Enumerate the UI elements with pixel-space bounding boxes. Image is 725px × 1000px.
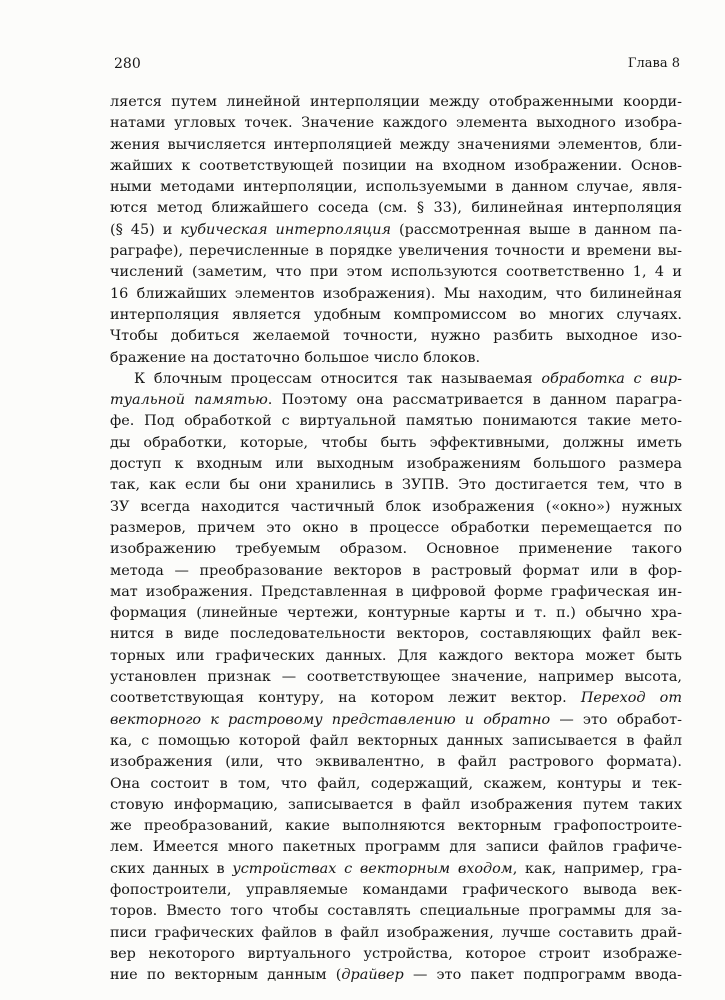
text-run: формация (линейные чертежи, контурные карты и т. п.) обычно хра- xyxy=(110,605,682,622)
text-run: торов. Вместо того чтобы составлять специальные программы для за- xyxy=(110,903,682,920)
text-run: ются метод ближайшего соседа (см. § 33), билинейная интерполяция xyxy=(110,200,682,217)
text-line xyxy=(110,795,682,816)
text-line xyxy=(110,433,682,454)
text-line xyxy=(110,241,682,262)
text-run: ЗУ всегда находится частичный блок изображения («окно») нужных xyxy=(110,498,682,515)
text-run: числений (заметим, что при этом используются соответственно 1, 4 и xyxy=(110,264,682,281)
emphasized-term: векторного к растровому представлению и обратно xyxy=(110,711,551,728)
text-run: ляется путем линейной интерполяции между отображенными коорди- xyxy=(110,94,682,110)
text-run: ских данных в xyxy=(110,860,233,877)
text-run: мат изображения. Представленная в цифровой форме графическая ин- xyxy=(110,583,682,600)
emphasized-term: Переход от xyxy=(580,690,682,707)
text-line xyxy=(110,965,682,986)
text-line xyxy=(110,369,682,390)
text-run: лем. Имеется много пакетных программ для записи файлов графиче- xyxy=(110,839,682,856)
text-line xyxy=(110,348,682,369)
text-line xyxy=(110,646,682,667)
text-run: установлен признак — соответствующее значение, например высота, xyxy=(110,669,682,686)
page-header xyxy=(114,56,680,78)
text-line xyxy=(110,710,682,731)
text-line xyxy=(110,475,682,496)
text-line xyxy=(110,688,682,709)
text-run: соответствующая контуру, на котором лежит вектор. xyxy=(110,690,581,707)
text-run: — это обработ- xyxy=(550,711,682,728)
text-line xyxy=(110,411,682,432)
text-line xyxy=(110,603,682,624)
text-line xyxy=(110,135,682,156)
text-run: так, как если бы они хранились в ЗУПВ. Это достигается тем, что в xyxy=(110,477,682,494)
text-run: ными методами интерполяции, используемыми в данном случае, явля- xyxy=(110,179,682,196)
text-line xyxy=(110,518,682,539)
emphasized-term: кубическая интерполяция xyxy=(180,221,392,238)
text-line xyxy=(110,220,682,241)
text-run: доступ к входным или выходным изображениям большого размера xyxy=(110,456,682,473)
text-line xyxy=(110,923,682,944)
text-run: . Поэтому она рассматривается в данном парагра- xyxy=(267,392,682,409)
text-run: ние по векторным данным ( xyxy=(110,967,342,984)
text-run: метода — преобразование векторов в растровый формат или в фор- xyxy=(110,562,682,579)
text-line xyxy=(110,667,682,688)
text-line xyxy=(110,326,682,347)
text-line xyxy=(110,539,682,560)
text-line xyxy=(110,752,682,773)
text-run: 16 ближайших элементов изображения). Мы находим, что билинейная xyxy=(110,285,682,302)
text-run: размеров, причем это окно в процессе обработки перемещается по xyxy=(110,519,682,536)
chapter-label: Глава 8 xyxy=(627,56,680,71)
text-run: раграфе), перечисленные в порядке увеличения точности и времени вы- xyxy=(110,243,682,260)
text-line xyxy=(110,582,682,603)
text-run: Она состоит в том, что файл, содержащий, скажем, контуры и тек- xyxy=(110,775,682,792)
text-line xyxy=(110,880,682,901)
text-line xyxy=(110,113,682,134)
text-run: изображения (или, что эквивалентно, в файл растрового формата). xyxy=(110,754,682,771)
text-run: нится в виде последовательности векторов, составляющих файл век- xyxy=(110,626,682,643)
text-run: фе. Под обработкой с виртуальной памятью понимаются такие мето- xyxy=(110,413,682,430)
text-run: торных или графических данных. Для каждого вектора может быть xyxy=(110,647,682,664)
text-run: интерполяция является удобным компромиссом во многих случаях. xyxy=(110,306,682,323)
text-line xyxy=(110,92,682,113)
text-run: К блочным процессам относится так называемая xyxy=(134,370,542,387)
text-run: ка, с помощью которой файл векторных данных записывается в файл xyxy=(110,732,682,749)
text-run: бражение на достаточно большое число блоков. xyxy=(110,349,481,366)
text-line xyxy=(110,262,682,283)
text-line xyxy=(110,837,682,858)
text-run: жайших к соответствующей позиции на входном изображении. Основ- xyxy=(110,157,682,174)
text-run: натами угловых точек. Значение каждого элемента выходного изобра- xyxy=(110,115,682,132)
emphasized-term: драйвер xyxy=(341,967,404,984)
text-line xyxy=(110,177,682,198)
text-run: писи графических файлов в файл изображения, лучше составить драй- xyxy=(110,924,682,941)
text-line xyxy=(110,497,682,518)
text-run: Чтобы добиться желаемой точности, нужно разбить выходное изо- xyxy=(110,328,682,345)
text-line xyxy=(110,816,682,837)
text-line xyxy=(110,454,682,475)
text-line xyxy=(110,774,682,795)
text-line xyxy=(110,305,682,326)
text-line xyxy=(110,390,682,411)
text-run: фопостроители, управляемые командами графического вывода век- xyxy=(110,881,682,898)
text-line xyxy=(110,944,682,965)
text-line xyxy=(110,198,682,219)
page-number: 280 xyxy=(114,56,141,72)
emphasized-term: туальной памятью xyxy=(110,392,268,409)
text-run: — это пакет подпрограмм ввода- xyxy=(403,967,682,984)
text-line xyxy=(110,284,682,305)
emphasized-term: устройствах с векторным входом xyxy=(232,860,513,877)
text-run: (рассмотренная выше в данном па- xyxy=(391,221,682,238)
text-run: вер некоторого виртуального устройства, которое строит изображе- xyxy=(110,945,682,962)
text-run: , как, например, гра- xyxy=(512,860,682,877)
text-run: же преобразований, какие выполняются векторным графопостроите- xyxy=(110,818,682,835)
emphasized-term: обработка с вир- xyxy=(541,370,682,387)
text-run: изображению требуемым образом. Основное применение такого xyxy=(110,541,682,558)
text-line xyxy=(110,624,682,645)
text-run: жения вычисляется интерполяцией между значениями элементов, бли- xyxy=(110,136,682,153)
body-text xyxy=(110,92,682,986)
text-line xyxy=(110,561,682,582)
text-line xyxy=(110,156,682,177)
text-line xyxy=(110,901,682,922)
text-run: ды обработки, которые, чтобы быть эффективными, должны иметь xyxy=(110,434,682,451)
text-run: стовую информацию, записывается в файл изображения путем таких xyxy=(110,796,682,813)
text-run: (§ 45) и xyxy=(110,221,181,238)
text-line xyxy=(110,731,682,752)
text-line xyxy=(110,859,682,880)
